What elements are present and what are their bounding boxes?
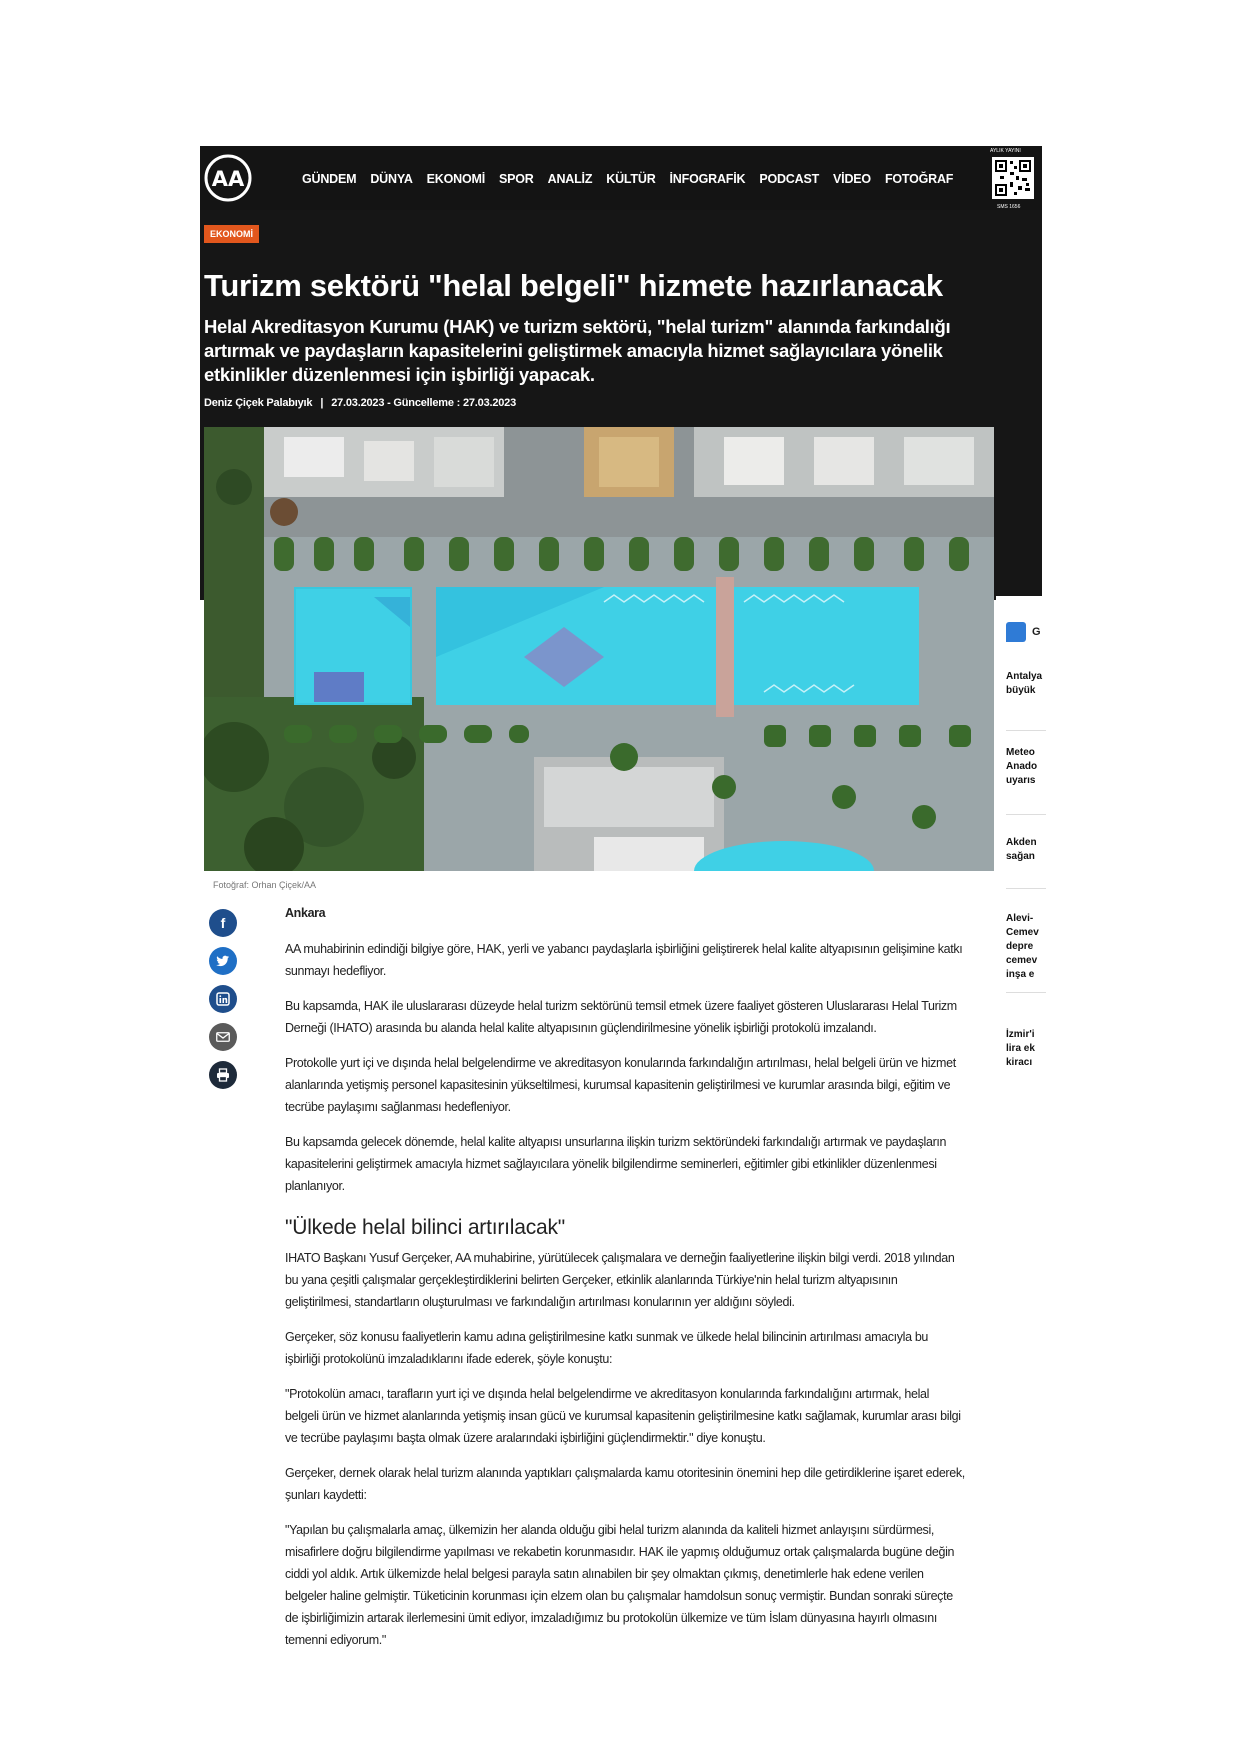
sidebar-divider — [1006, 888, 1046, 889]
nav-item-podcast[interactable]: PODCAST — [759, 172, 820, 186]
nav-item-spor[interactable]: SPOR — [499, 172, 534, 186]
svg-text:AA: AA — [211, 167, 245, 191]
qr-code-icon[interactable] — [988, 148, 1038, 208]
qr-caption-bottom: SMS 1656 — [997, 204, 1021, 210]
printer-glyph — [216, 1068, 230, 1082]
paragraph: "Protokolün amacı, tarafların yurt içi ve dışında helal belgelendirme ve akreditasyon konularında farkındalığını artırmak, helal belgeli ürün ve hizmet alanlarında yetişmiş insan gücü ve kurumsal kapasitenin geliştirilmesine katkı sağlamak, kurumlar arası bilgi ve tecrübe paylaşımı başta olmak üzere aralarındaki işbirliğini güçlendirmektir." diye konuştu. — [285, 1387, 961, 1445]
photo-caption: Fotoğraf: Orhan Çiçek/AA — [213, 880, 317, 890]
linkedin-glyph — [216, 992, 230, 1006]
category-tag[interactable]: EKONOMİ — [204, 225, 259, 243]
mail-icon[interactable] — [209, 1023, 237, 1051]
sidebar-heading: G — [1032, 626, 1041, 638]
nav-item-analiz[interactable]: ANALİZ — [547, 172, 593, 186]
nav-item-kultur[interactable]: KÜLTÜR — [606, 172, 656, 186]
article-summary: Helal Akreditasyon Kurumu (HAK) ve turizm sektörü, "helal turizm" alanında farkındalığı artırmak ve paydaşların kapasitelerini geliştirmek amacıyla hizmet sağlayıcılara yönelik etkinlikler düzenlenmesi için işbirliği yapacak. — [204, 316, 951, 385]
sidebar-item-1[interactable]: Meteo Anado uyarıs — [1006, 747, 1038, 786]
author-name[interactable]: Deniz Çiçek Palabıyık — [204, 397, 313, 409]
sidebar-divider — [1006, 814, 1046, 815]
sidebar-divider — [1006, 730, 1046, 731]
sidebar-item-2[interactable]: Akden sağan — [1006, 837, 1037, 862]
nav-item-dunya[interactable]: DÜNYA — [370, 172, 413, 186]
aa-logo-icon[interactable] — [204, 154, 252, 202]
qr-caption-top: AYLIK YAYINI — [990, 148, 1021, 154]
nav-item-gundem[interactable]: GÜNDEM — [302, 172, 357, 186]
main-nav — [302, 172, 967, 186]
paragraph: Bu kapsamda, HAK ile uluslararası düzeyde helal turizm sektörünü temsil etmek üzere faaliyet gösteren Uluslararası Helal Turizm Derneği (IHATO) arasında bu alanda helal kalite altyapısının güçlendirilmesine yönelik işbirliği protokolü imzalandı. — [285, 999, 957, 1035]
paragraph: "Yapılan bu çalışmalarla amaç, ülkemizin her alanda olduğu gibi helal turizm alanında da kaliteli hizmet anlayışını sürdürmesi, misafirlere doğru bilgilendirme yapılması ve rekabetin korunmasıdır. HAK ile yapmış olduğumuz ortak çalışmalarda bugüne değin ciddi yol aldık. Artık ülkemizde helal belgesi parayla satın alınabilen bir şey olmaktan çıkmış, denetimlerle hak edene verilen belgeler haline gelmiştir. Tüketicinin korunması için elzem olan bu çalışmalar hamdolsun sonuç vermiştir. Bundan sonraki süreçte de işbirliğimizin artarak ilerlemesini ümit ediyor, imzaladığımız bu protokolün ülkemize ve tüm İslam dünyasına hayırlı olmasını temenni ediyorum." — [285, 1523, 955, 1647]
byline — [204, 397, 516, 409]
sidebar-item-3[interactable]: Alevi- Cemev depre cemev inşa e — [1006, 913, 1039, 980]
article-title: Turizm sektörü "helal belgeli" hizmete hazırlanacak — [204, 268, 943, 303]
print-icon[interactable] — [209, 1061, 237, 1089]
nav-item-ekonomi[interactable]: EKONOMİ — [426, 172, 485, 186]
sidebar-item-0[interactable]: Antalya büyük — [1006, 671, 1043, 696]
byline-separator: | — [320, 397, 324, 409]
nav-item-fotograf[interactable]: FOTOĞRAF — [884, 172, 954, 186]
nav-item-video[interactable]: VİDEO — [833, 172, 871, 186]
publish-date: 27.03.2023 - Güncelleme : 27.03.2023 — [331, 397, 517, 409]
twitter-bird-glyph — [216, 955, 230, 967]
right-sidebar — [996, 596, 1046, 1116]
article-subheading: "Ülkede helal bilinci artırılacak" — [285, 1216, 566, 1239]
linkedin-icon[interactable] — [209, 985, 237, 1013]
comment-bubble-icon — [1006, 622, 1026, 642]
paragraph: Protokolle yurt içi ve dışında helal belgelendirme ve akreditasyon konularında farkındalığın artırılması, helal belgeli ürün ve hizmet alanlarında yetişmiş personel kapasitesinin yükseltilmesi, kurumsal kapasitenin geliştirilmesi ve kurumlar arasında bilgi, eğitim ve tecrübe paylaşımı sağlanması hedefleniyor. — [285, 1056, 956, 1114]
paragraph: Gerçeker, dernek olarak helal turizm alanında yaptıkları çalışmalarda kamu otoritesinin önemini hep dile getirdiklerine işaret ederek, şunları kaydetti: — [285, 1466, 965, 1502]
dateline-city: Ankara — [285, 906, 326, 920]
sidebar-divider — [1006, 992, 1046, 993]
paragraph: Gerçeker, söz konusu faaliyetlerin kamu adına geliştirilmesine katkı sunmak ve ülkede helal bilincinin artırılması amacıyla bu işbirliği protokolünü imzaladıklarını ifade ederek, şöyle konuştu: — [285, 1330, 929, 1366]
paragraph: Bu kapsamda gelecek dönemde, helal kalite altyapısı unsurlarına ilişkin turizm sektöründeki farkındalığı artırmak ve paydaşların kapasitelerini geliştirmek amacıyla hizmet sağlayıcılara yönelik bilgilendirme seminerleri, eğitimler gibi etkinlikler düzenlenmesi planlanıyor. — [285, 1135, 947, 1193]
paragraph: IHATO Başkanı Yusuf Gerçeker, AA muhabirine, yürütülecek çalışmalara ve derneğin faaliyetlerine ilişkin bilgi verdi. 2018 yılından bu yana çeşitli çalışmalar gerçekleştirdiklerini belirten Gerçeker, etkinlik alanlarında Türkiye'nin helal turizm altyapısının geliştirilmesi, standartların oluşturulması ve farkındalığın artırılması konularının yer aldığını söyledi. — [285, 1251, 955, 1309]
paragraph: AA muhabirinin edindiği bilgiye göre, HAK, yerli ve yabancı paydaşlarla işbirliğini geliştirerek helal kalite altyapısının gelişimine katkı sunmayı hedefliyor. — [285, 942, 963, 978]
twitter-icon[interactable] — [209, 947, 237, 975]
envelope-glyph — [216, 1032, 230, 1042]
article-body — [285, 902, 965, 1664]
facebook-icon[interactable]: f — [209, 909, 237, 937]
nav-item-infografik[interactable]: İNFOGRAFİK — [669, 172, 746, 186]
article-photo-aerial-pool[interactable] — [204, 427, 994, 871]
sidebar-item-4[interactable]: İzmir'i lira ek kiracı — [1006, 1029, 1035, 1068]
